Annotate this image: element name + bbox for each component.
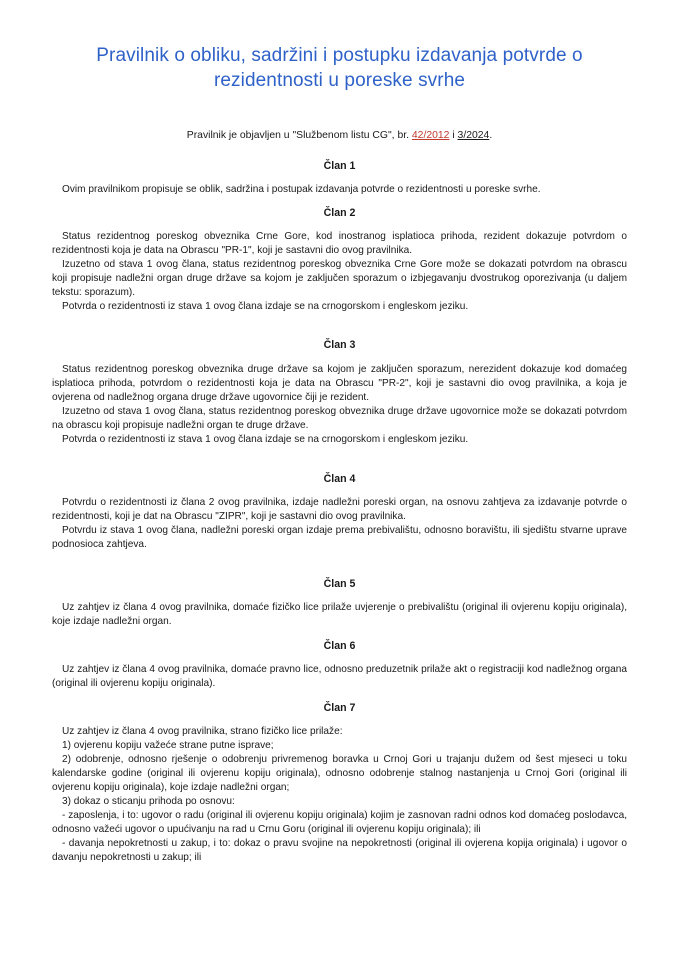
article-5 <box>52 578 627 629</box>
article-title: Član 1 <box>323 160 356 172</box>
article-list-item: 2) odobrenje, odnosno rješenje o odobrenju privremenog boravka u Crnoj Gori u trajanju dužem od šest mjeseci u toku kalendarske godine (original ili ovjerenu kopiju originala), odnosno odobrenje stalnog nastanjenja u Crnoj Gori (original ili ovjerenu kopiju originala), koje izdaje nadležni organ; <box>52 754 627 793</box>
document-title <box>52 0 627 93</box>
article-3 <box>52 339 627 447</box>
article-list-item: - zaposlenja, i to: ugovor o radu (original ili ovjerenu kopiju originala) kojim je zasnovan radni odnos kod domaćeg poslodavca, odnosno važeći ugovor o upućivanju na rad u Crnu Goru (original ili ovjerenu kopiju originala); ili <box>52 810 627 835</box>
article-paragraph: Uz zahtjev iz člana 4 ovog pravilnika, domaće pravno lice, odnosno preduzetnik prilaže akt o registraciji kod nadležnog organa (original ili ovjerenu kopiju originala). <box>52 664 627 689</box>
article-paragraph: Potvrda o rezidentnosti iz stava 1 ovog člana izdaje se na crnogorskom i engleskom jeziku. <box>62 301 469 312</box>
article-title: Član 5 <box>323 578 356 590</box>
article-title: Član 3 <box>323 339 356 351</box>
article-6 <box>52 640 627 691</box>
article-paragraph: Potvrdu iz stava 1 ovog člana, nadležni poreski organ izdaje prema prebivalištu, odnosno boravištu, ili sjedištu stvarne uprave podnosioca zahtjeva. <box>52 525 627 550</box>
gazette-link-2024[interactable]: 3/2024 <box>457 130 490 141</box>
title-line-1: Pravilnik o obliku, sadržini i postupku izdavanja potvrde o <box>96 45 583 66</box>
article-1 <box>52 160 627 197</box>
article-title: Član 6 <box>323 640 356 652</box>
article-title: Član 7 <box>323 702 356 714</box>
article-list-item: - davanja nepokretnosti u zakup, i to: dokaz o pravu svojine na nepokretnosti (original ili ovjerena kopija originala) i ugovor o davanju nepokretnosti u zakup; ili <box>52 838 627 863</box>
article-paragraph: Uz zahtjev iz člana 4 ovog pravilnika, domaće fizičko lice prilaže uvjerenje o prebivalištu (original ili ovjerenu kopiju originala), koje izdaje nadležni organ. <box>52 602 627 627</box>
article-list-item: 3) dokaz o sticanju prihoda po osnovu: <box>62 796 235 807</box>
article-4 <box>52 473 627 552</box>
article-paragraph: Uz zahtjev iz člana 4 ovog pravilnika, strano fizičko lice prilaže: <box>62 726 343 737</box>
article-paragraph: Izuzetno od stava 1 ovog člana, status rezidentnog poreskog obveznika Crne Gore može se dokazati potvrdom na obrascu koji propisuje nadležni organ druge države sa kojom je zaključen sporazum o izbjegavanju dvostrukog oporezivanja (u daljem tekstu: sporazum). <box>52 259 627 298</box>
title-line-2: rezidentnosti u poreske svrhe <box>213 70 466 91</box>
article-paragraph: Status rezidentnog poreskog obveznika druge države sa kojom je zaključen sporazum, nerezident dokazuje kod domaćeg isplatioca prihoda, potvrdom o rezidentnosti koja je data na Obrascu "PR-2", koji je sastavni dio ovog pravilnika, a koja je ovjerena od nadležnog organa druge države ugovornice čiji je rezident. <box>52 364 627 403</box>
article-2 <box>52 207 627 314</box>
article-paragraph: Status rezidentnog poreskog obveznika Crne Gore, kod inostranog isplatioca prihoda, rezident dokazuje potvrdom o rezidentnosti koja je data na Obrascu "PR-1", koji je sastavni dio ovog pravilnika. <box>52 231 627 256</box>
publication-note: Pravilnik je objavljen u "Službenom listu CG", br. 42/2012 i 3/2024. <box>186 130 493 141</box>
article-paragraph: Potvrda o rezidentnosti iz stava 1 ovog člana izdaje se na crnogorskom i engleskom jeziku. <box>62 434 469 445</box>
article-list-item: 1) ovjerenu kopiju važeće strane putne isprave; <box>62 740 274 751</box>
article-title: Član 4 <box>323 473 356 485</box>
article-title: Član 2 <box>323 207 356 219</box>
article-paragraph: Ovim pravilnikom propisuje se oblik, sadržina i postupak izdavanja potvrde o rezidentnosti u poreske svrhe. <box>62 184 541 195</box>
article-7 <box>52 702 627 865</box>
article-paragraph: Potvrdu o rezidentnosti iz člana 2 ovog pravilnika, izdaje nadležni poreski organ, na osnovu zahtjeva za izdavanje potvrde o rezidentnosti, koji je dat na Obrascu "ZIPR", koji je sastavni dio ovog pravilnika. <box>52 497 627 522</box>
gazette-link-2012[interactable]: 42/2012 <box>411 130 450 141</box>
article-paragraph: Izuzetno od stava 1 ovog člana, status rezidentnog poreskog obveznika druge države ugovornice može se dokazati potvrdom na obrascu koji propisuje nadležni organ te druge države. <box>52 406 627 431</box>
